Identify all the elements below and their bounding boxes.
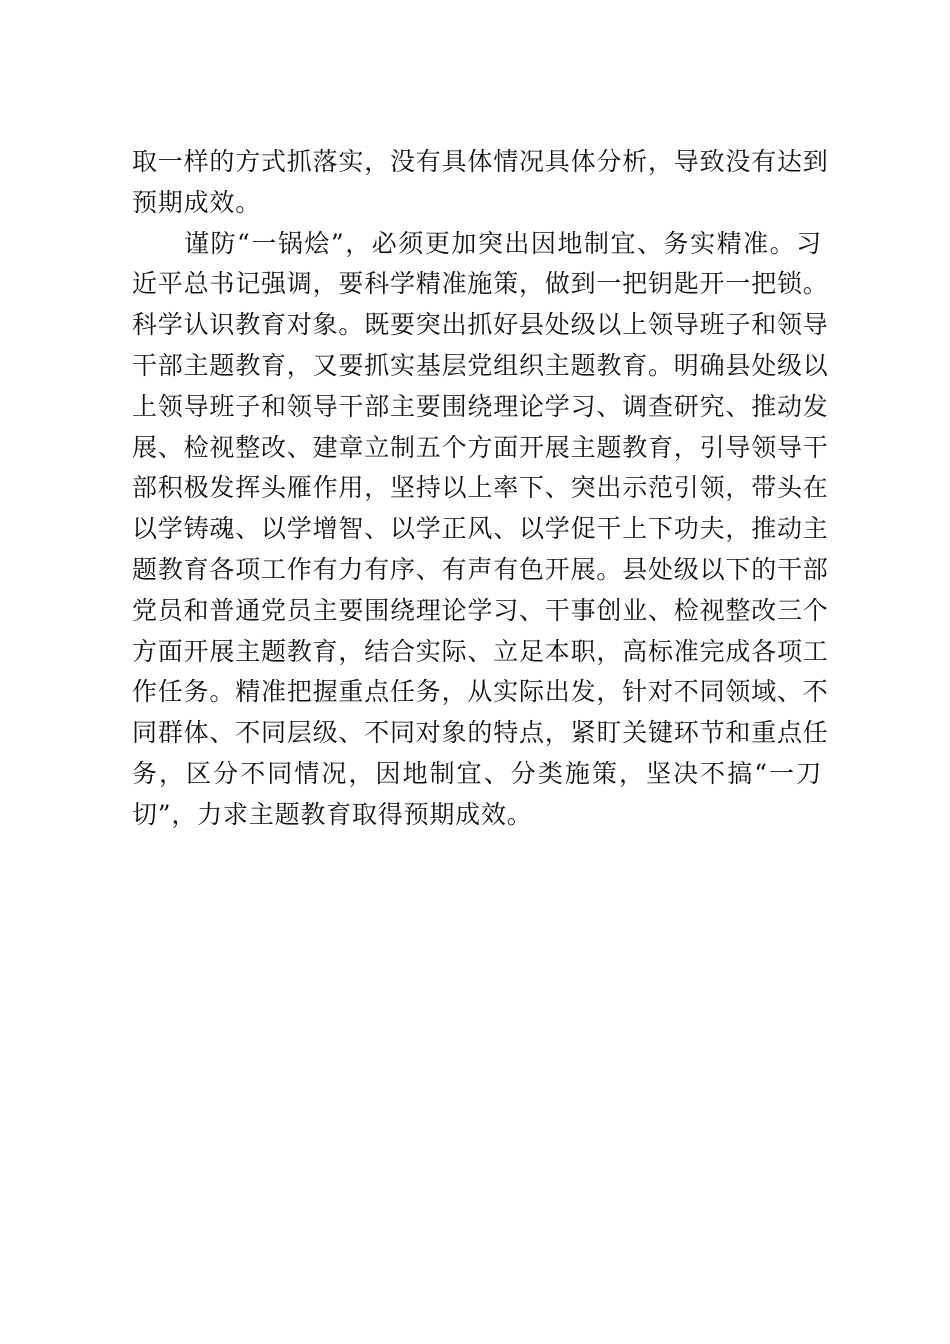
text-line: 近平总书记强调，要科学精准施策，做到一把钥匙开一把锁。: [132, 269, 829, 299]
text-line: 题教育各项工作有力有序、有声有色开展。县处级以下的干部: [132, 554, 829, 584]
body-text: [132, 142, 829, 836]
text-line: 谨防“一锅烩”，必须更加突出因地制宜、务实精准。习: [184, 228, 822, 258]
text-line: 以学铸魂、以学增智、以学正风、以学促干上下功夫，推动主: [132, 514, 829, 544]
text-line: 干部主题教育，又要抓实基层党组织主题教育。明确县处级以: [132, 350, 829, 380]
text-line: 部积极发挥头雁作用，坚持以上率下、突出示范引领，带头在: [132, 473, 829, 503]
text-line: 同群体、不同层级、不同对象的特点，紧盯关键环节和重点任: [132, 718, 829, 748]
paragraph-1: [132, 142, 829, 224]
text-line: 党员和普通党员主要围绕理论学习、干事创业、检视整改三个: [132, 595, 829, 625]
text-line: 取一样的方式抓落实，没有具体情况具体分析，导致没有达到: [132, 147, 829, 176]
text-line: 方面开展主题教育，结合实际、立足本职，高标准完成各项工: [132, 636, 829, 666]
text-line: 务，区分不同情况，因地制宜、分类施策，坚决不搞“一刀: [132, 758, 822, 788]
text-line: 预期成效。: [132, 187, 262, 217]
text-line: 切”，力求主题教育取得预期成效。: [132, 799, 533, 829]
text-line: 科学认识教育对象。既要突出抓好县处级以上领导班子和领导: [132, 310, 829, 340]
text-line: 展、检视整改、建章立制五个方面开展主题教育，引导领导干: [132, 432, 829, 462]
text-line: 作任务。精准把握重点任务，从实际出发，针对不同领域、不: [132, 677, 829, 707]
text-line: 上领导班子和领导干部主要围绕理论学习、调查研究、推动发: [132, 391, 829, 421]
paragraph-2: [132, 224, 829, 836]
